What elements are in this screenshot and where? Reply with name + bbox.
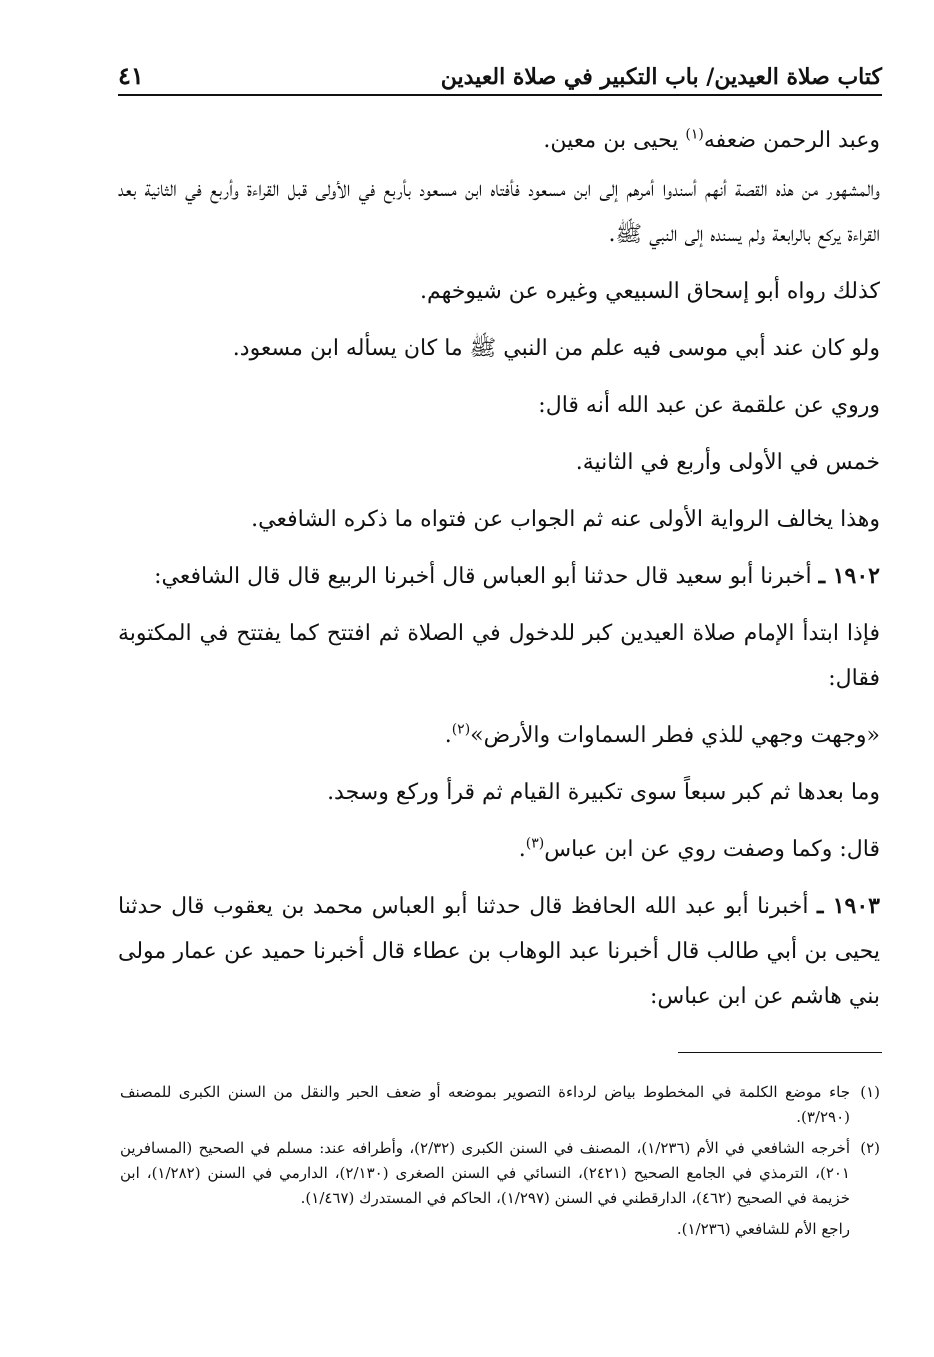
paragraph: فإذا ابتدأ الإمام صلاة العيدين كبر للدخول في الصلاة ثم افتتح كما يفتتح في المكتوبة فقال: xyxy=(118,621,880,691)
paragraph-text: أخبرنا أبو سعيد قال حدثنا أبو العباس قال أخبرنا الربيع قال قال الشافعي: xyxy=(154,564,819,589)
paragraph-text: وعبد الرحمن ضعفه xyxy=(703,128,880,153)
hadith-paragraph xyxy=(118,884,880,1019)
paragraph: وهذا يخالف الرواية الأولى عنه ثم الجواب عن فتواه ما ذكره الشافعي. xyxy=(251,507,880,532)
paragraph xyxy=(118,118,880,163)
paragraph-text: . xyxy=(444,723,452,748)
hadith-number: ١٩٠٣ ـ xyxy=(817,893,880,919)
hadith-paragraph xyxy=(118,554,880,599)
footnote-ref: (١) xyxy=(685,126,704,143)
paragraph-text: «وجهت وجهي للذي فطر السماوات والأرض» xyxy=(470,723,880,748)
footnote-ref: (٣) xyxy=(525,835,545,852)
paragraph xyxy=(118,713,880,758)
paragraph: وما بعدها ثم كبر سبعاً سوى تكبيرة القيام ثم قرأ وركع وسجد. xyxy=(327,780,880,805)
paragraph xyxy=(118,827,880,872)
footnote-text: جاء موضع الكلمة في المخطوط بياض لرداءة التصوير بموضعه أو ضعف الحبر والنقل من السنن الكبرى للمصنف (٣/٢٩٠). xyxy=(120,1083,850,1126)
main-text xyxy=(118,118,880,1031)
footnote xyxy=(120,1136,880,1211)
paragraph: كذلك رواه أبو إسحاق السبيعي وغيره عن شيوخهم. xyxy=(419,279,880,304)
footnote-mark: (٢) xyxy=(860,1139,880,1157)
paragraph: وروي عن علقمة عن عبد الله أنه قال: xyxy=(538,393,880,418)
running-header-title: كتاب صلاة العيدين/ باب التكبير في صلاة العيدين xyxy=(440,64,882,90)
footnote-divider xyxy=(678,1052,882,1053)
page-number: ٤١ xyxy=(118,61,144,90)
paragraph-text: يحيى بن معين. xyxy=(543,128,686,153)
paragraph: ولو كان عند أبي موسى فيه علم من النبي ﷺ ما كان يسأله ابن مسعود. xyxy=(232,336,880,361)
footnote-note: راجع الأم للشافعي (١/٢٣٦). xyxy=(676,1220,850,1238)
footnote-mark: (١) xyxy=(860,1083,880,1101)
footnote xyxy=(120,1080,880,1130)
paragraph: خمس في الأولى وأربع في الثانية. xyxy=(575,450,880,475)
running-header xyxy=(118,52,882,96)
paragraph-text: قال: وكما وصفت روي عن ابن عباس xyxy=(544,837,880,862)
footnote-text: أخرجه الشافعي في الأم (١/٢٣٦)، المصنف في السنن الكبرى (٢/٣٢)، وأطرافه عند: مسلم في الصحيح (المسافرين ٢٠١)، الترمذي في الجامع الصحيح (٢٤٢١)، النسائي في السنن الصغرى (٢/١٣٠)، الدارمي في السنن (١/٢٨٢)، ابن خزيمة في الصحيح (٤٦٢)، الدارقطني في السنن (١/٢٩٧)، الحاكم في المستدرك (١/٤٦٧). xyxy=(120,1139,850,1207)
footnotes xyxy=(120,1080,880,1242)
paragraph-text: أخبرنا أبو عبد الله الحافظ قال حدثنا أبو العباس محمد بن يعقوب قال حدثنا يحيى بن أبي طالب قال أخبرنا عبد الوهاب بن عطاء قال أخبرنا حميد عن عمار مولى بني هاشم عن ابن عباس: xyxy=(118,894,880,1009)
paragraph-text: . xyxy=(518,837,526,862)
paragraph: والمشهور من هذه القصة أنهم أسندوا أمرهم إلى ابن مسعود فأفتاه ابن مسعود بأربع في الأولى قبل القراءة وأربع في الثانية بعد القراءة يركع بالرابعة ولم يسنده إلى النبي ﷺ. xyxy=(118,177,880,247)
footnote-ref: (٢) xyxy=(451,721,471,738)
hadith-number: ١٩٠٢ ـ xyxy=(818,563,880,589)
